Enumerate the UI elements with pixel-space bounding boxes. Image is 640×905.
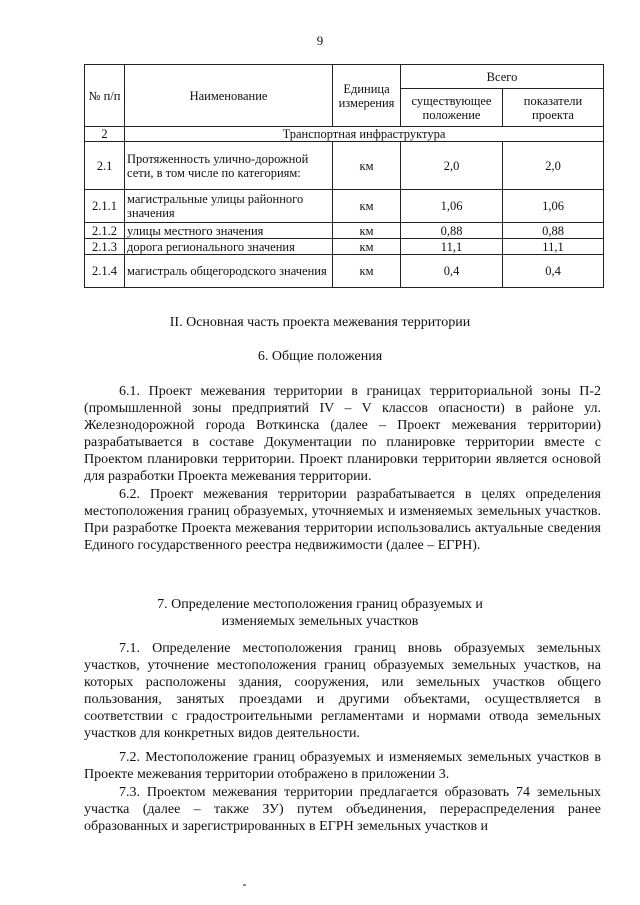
section-title: Транспортная инфраструктура [125,127,604,142]
row-name: магистраль общегородского значения [125,255,333,288]
section6-heading: 6. Общие положения [257,349,383,364]
row-project: 1,06 [503,190,604,223]
row-num: 2.1.4 [85,255,125,288]
paragraph-7-3: 7.3. Проектом межевания территории предлагается образовать 74 земельных участка (далее – также ЗУ) путем объединения, перераспределения ранее образованных и зарегистрированных в ЕГРН земельных участков и [84,785,601,834]
row-num: 2.1.3 [85,239,125,255]
paragraph-6-1: 6.1. Проект межевания территории в границах территориальной зоны П-2 (промышленной зоны предприятий IV – V классов опасности) в районе ул. Железнодорожной города Воткинска (далее – Проект межевания территории) разрабатывается в составе Документации по планировке территории вместе с Проектом планировки территории. Проект планировки территории является основой для разработки Проекта межевания территории. [84,384,601,484]
indicators-table [84,64,604,288]
header-num: № п/п [85,65,125,127]
row-unit: км [333,190,401,223]
header-name: Наименование [125,65,333,127]
section7-heading-line2: изменяемых земельных участков [221,614,419,629]
row-project: 11,1 [503,239,604,255]
header-project: показатели проекта [503,89,604,127]
row-unit: км [333,223,401,239]
table-row [85,239,604,255]
row-num: 2.1 [85,142,125,190]
row-existing: 2,0 [401,142,503,190]
row-project: 2,0 [503,142,604,190]
section-row [85,127,604,142]
row-existing: 11,1 [401,239,503,255]
row-existing: 0,88 [401,223,503,239]
part2-heading: II. Основная часть проекта межевания территории [169,315,471,330]
header-total: Всего [401,65,604,89]
table-row [85,255,604,288]
row-num: 2.1.2 [85,223,125,239]
paragraph-7-1: 7.1. Определение местоположения границ вновь образуемых земельных участков, уточнение местоположения границ образуемых земельных участков, на которых расположены здания, сооружения, или земельных участков общего пользования, занятых проездами и другими объектами, осуществляется в соответствии с градостроительными регламентами и нормами отвода земельных участков для конкретных видов деятельности. [84,641,601,741]
row-name: дорога регионального значения [125,239,333,255]
page-number: 9 [316,33,324,48]
row-project: 0,4 [503,255,604,288]
header-unit: Единица измерения [333,65,401,127]
paragraph-7-2: 7.2. Местоположение границ образуемых и изменяемых земельных участков в Проекте межевания территории отображено в приложении 3. [84,750,601,782]
row-unit: км [333,142,401,190]
table-row [85,223,604,239]
row-name: магистральные улицы районного значения [125,190,333,223]
table-row [85,190,604,223]
section-num: 2 [85,127,125,142]
row-unit: км [333,239,401,255]
scan-mark [243,884,246,886]
paragraph-6-2: 6.2. Проект межевания территории разрабатывается в целях определения местоположения границ образуемых, уточняемых и изменяемых земельных участков. При разработке Проекта межевания территории использовались актуальные сведения Единого государственного реестра недвижимости (далее – ЕГРН). [84,487,601,553]
table-row [85,142,604,190]
row-num: 2.1.1 [85,190,125,223]
row-existing: 0,4 [401,255,503,288]
header-existing: существующее положение [401,89,503,127]
row-existing: 1,06 [401,190,503,223]
section7-heading-line1: 7. Определение местоположения границ образуемых и [157,597,483,612]
row-unit: км [333,255,401,288]
row-project: 0,88 [503,223,604,239]
row-name: улицы местного значения [125,223,333,239]
row-name: Протяженность улично-дорожной сети, в том числе по категориям: [125,142,333,190]
